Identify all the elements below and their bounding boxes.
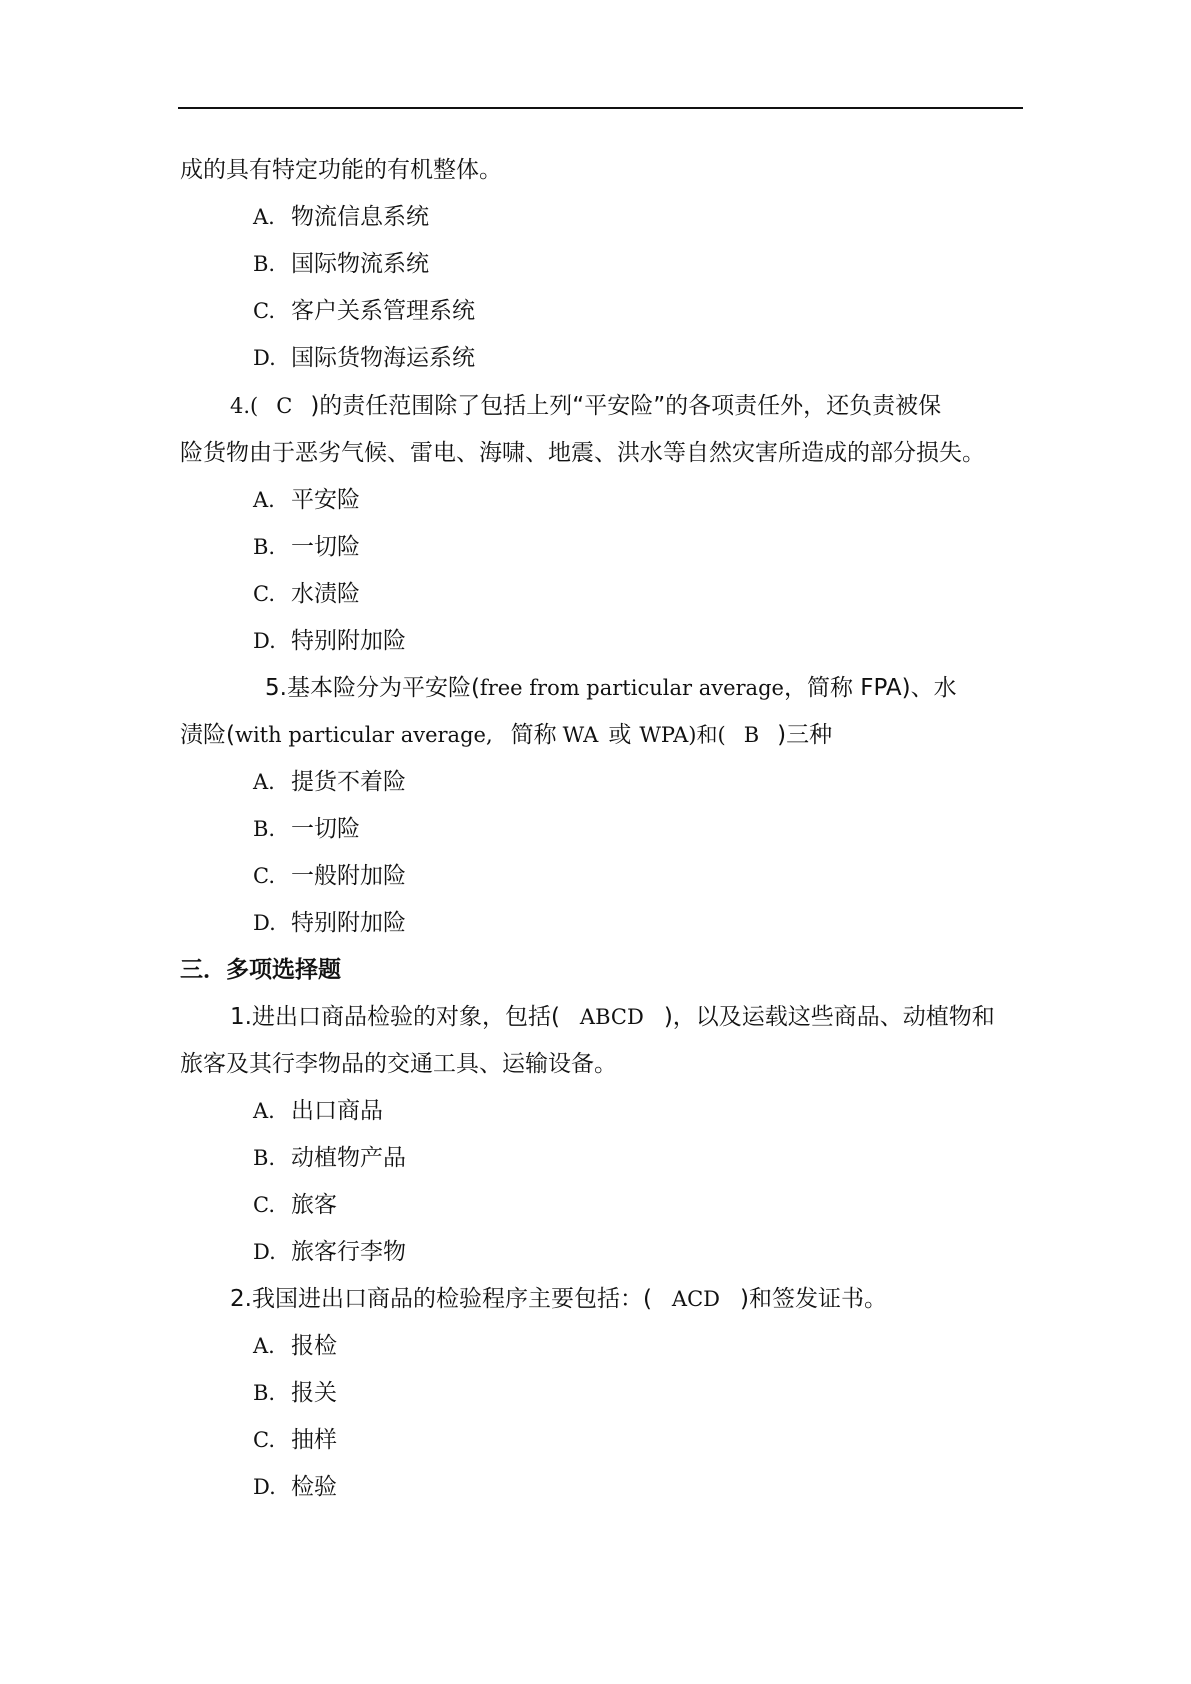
option-text: 客户关系管理系统 bbox=[291, 298, 475, 324]
option-key: C. bbox=[253, 299, 275, 323]
option-d: D. 旅客行李物 bbox=[253, 1239, 406, 1265]
header-rule bbox=[178, 107, 1023, 109]
option-a: A. 出口商品 bbox=[253, 1098, 383, 1124]
option-a: A. 平安险 bbox=[253, 487, 360, 513]
question-5-line-1: 5.基本险分为平安险(free from particular average，简称 FPA)、水 bbox=[265, 675, 957, 701]
multi-question-2-line-1: 2.我国进出口商品的检验程序主要包括：( ACD )和签发证书。 bbox=[230, 1286, 887, 1312]
option-d bbox=[253, 343, 475, 373]
option-d: D. 检验 bbox=[253, 1474, 337, 1500]
option-text: 物流信息系统 bbox=[291, 204, 429, 230]
option-key: B. bbox=[253, 252, 276, 276]
answer: C bbox=[276, 394, 293, 418]
option-d: D. 特别附加险 bbox=[253, 628, 406, 654]
option-b bbox=[253, 249, 429, 279]
question-4-line-2: 险货物由于恶劣气候、雷电、海啸、地震、洪水等自然灾害所造成的部分损失。 bbox=[180, 440, 985, 466]
option-c: C. 水渍险 bbox=[253, 581, 360, 607]
option-c: C. 抽样 bbox=[253, 1427, 337, 1453]
option-b: B. 动植物产品 bbox=[253, 1145, 406, 1171]
answer: B bbox=[743, 723, 760, 747]
option-a: A. 提货不着险 bbox=[253, 769, 406, 795]
answer: ABCD bbox=[579, 1005, 644, 1029]
option-b: B. 一切险 bbox=[253, 816, 360, 842]
option-text: 国际货物海运系统 bbox=[291, 345, 475, 371]
question-4-line-1: 4.( C )的责任范围除了包括上列“平安险”的各项责任外，还负责被保 bbox=[230, 393, 942, 419]
option-c: C. 旅客 bbox=[253, 1192, 337, 1218]
answer: ACD bbox=[671, 1287, 720, 1311]
option-a: A. 报检 bbox=[253, 1333, 337, 1359]
multi-question-1-line-2: 旅客及其行李物品的交通工具、运输设备。 bbox=[180, 1051, 617, 1077]
multi-question-1-line-1: 1.进出口商品检验的对象，包括( ABCD )，以及运载这些商品、动植物和 bbox=[230, 1004, 995, 1030]
question-3-continuation: 成的具有特定功能的有机整体。 bbox=[180, 157, 502, 183]
option-key: A. bbox=[253, 205, 275, 229]
option-key: D. bbox=[253, 346, 276, 370]
option-text: 国际物流系统 bbox=[291, 251, 429, 277]
section-heading: 三．多项选择题 bbox=[180, 957, 341, 983]
option-b: B. 报关 bbox=[253, 1380, 337, 1406]
option-a bbox=[253, 202, 429, 232]
option-d: D. 特别附加险 bbox=[253, 910, 406, 936]
option-c bbox=[253, 296, 475, 326]
option-c: C. 一般附加险 bbox=[253, 863, 406, 889]
option-b: B. 一切险 bbox=[253, 534, 360, 560]
question-5-line-2: 渍险(with particular average, 简称 WA 或 WPA)和( B )三种 bbox=[180, 722, 833, 748]
